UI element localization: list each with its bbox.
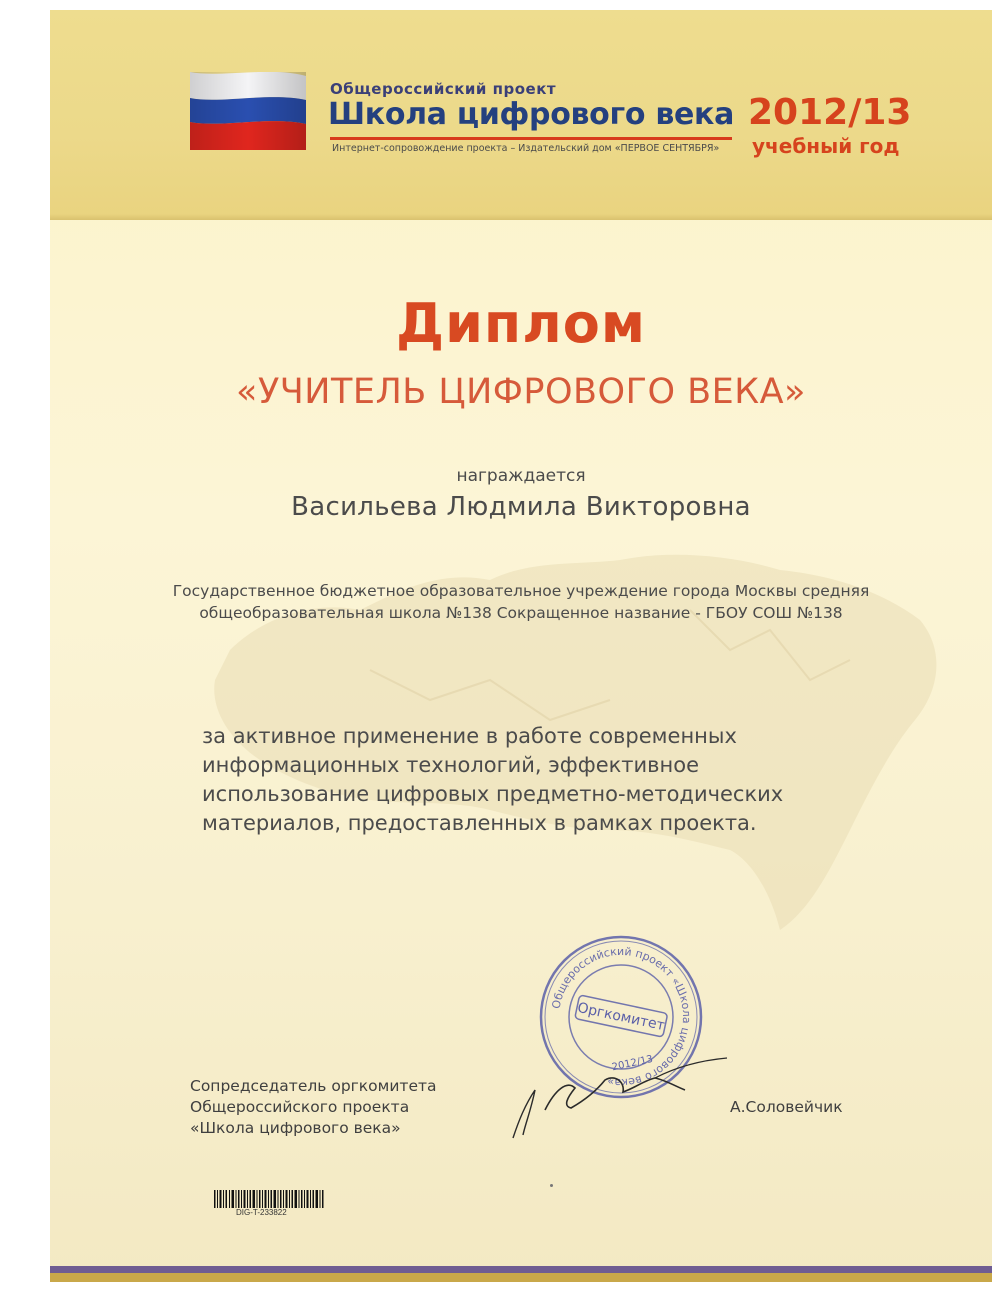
institution-text <box>130 580 912 624</box>
diploma-title: Диплом <box>395 292 647 355</box>
signer-title-line: «Школа цифрового века» <box>190 1119 401 1137</box>
bottom-decorative-bar <box>50 1266 992 1282</box>
signer-title-line: Сопредседатель оргкомитета <box>190 1077 437 1095</box>
project-subtitle: Общероссийский проект <box>330 80 557 98</box>
diploma-subtitle: «УЧИТЕЛЬ ЦИФРОВОГО ВЕКА» <box>236 372 806 412</box>
reason-line: материалов, предоставленных в рамках проекта. <box>202 811 757 835</box>
signer-title <box>190 1076 437 1139</box>
project-name: Школа цифрового века <box>328 97 735 132</box>
diploma-sheet <box>50 10 992 1282</box>
ink-dot <box>550 1184 553 1187</box>
signer-name: А.Соловейчик <box>730 1098 843 1116</box>
russian-flag-icon <box>190 72 306 150</box>
academic-year-label: учебный год <box>752 134 900 158</box>
reason-line: за активное применение в работе современных <box>202 724 737 748</box>
handwritten-signature <box>505 1050 735 1145</box>
header-divider <box>330 137 732 140</box>
signer-title-line: Общероссийского проекта <box>190 1098 410 1116</box>
barcode-number: DIG-T-233822 <box>236 1208 287 1217</box>
academic-year: 2012/13 <box>748 92 912 133</box>
recipient-name: Васильева Людмила Викторовна <box>291 492 751 522</box>
project-support-text: Интернет-сопровождение проекта – Издательский дом «ПЕРВОЕ СЕНТЯБРЯ» <box>332 143 720 154</box>
reason-line: использование цифровых предметно-методических <box>202 782 784 806</box>
stamp-ring-text: Общероссийский проект «Школа цифрового века» <box>549 944 694 1090</box>
stamp-center-text: Оргкомитет <box>575 999 667 1035</box>
awarded-label: награждается <box>456 466 586 486</box>
reason-line: информационных технологий, эффективное <box>202 753 700 777</box>
institution-line: общеобразовательная школа №138 Сокращенное название - ГБОУ СОШ №138 <box>199 604 843 622</box>
barcode-icon <box>214 1190 324 1208</box>
institution-line: Государственное бюджетное образовательное учреждение города Москвы средняя <box>172 582 870 600</box>
stamp-bottom-text: 2012/13 <box>611 1053 654 1074</box>
award-reason <box>202 722 822 838</box>
